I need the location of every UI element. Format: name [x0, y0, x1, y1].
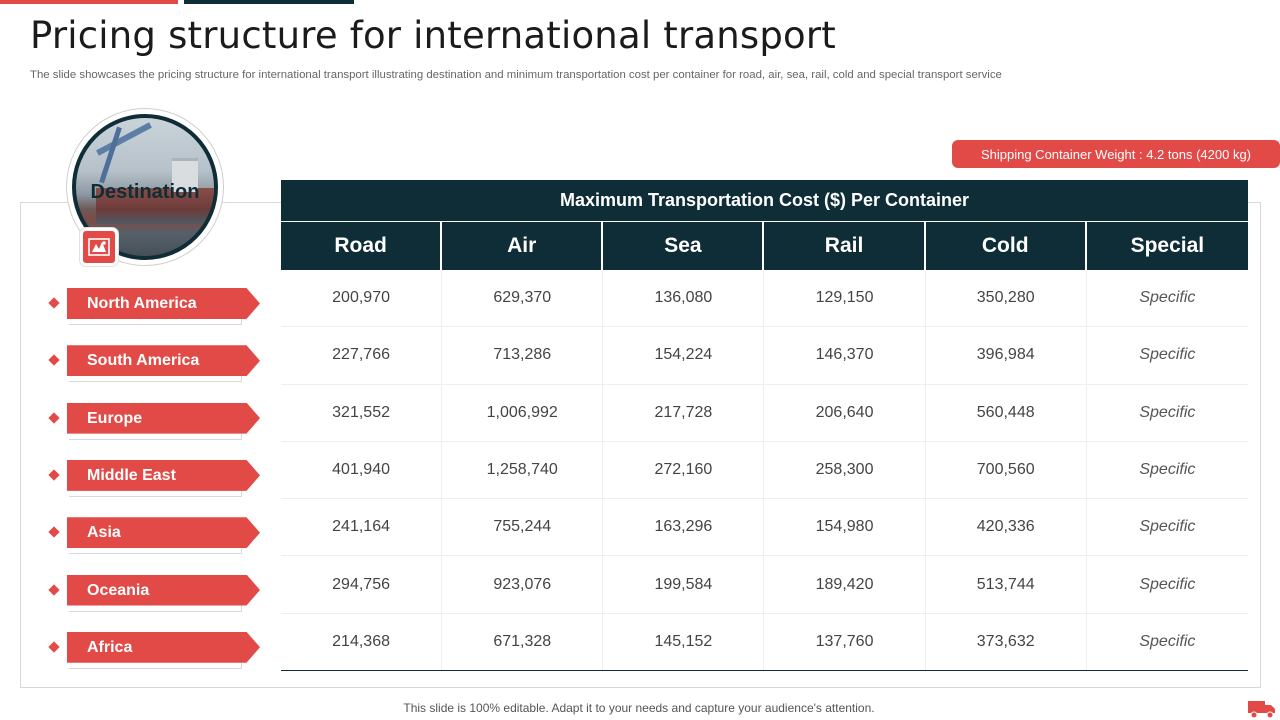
map-icon	[80, 228, 118, 266]
table-cell: 420,336	[926, 499, 1087, 555]
region-label: Oceania	[87, 581, 150, 599]
table-cell: 200,970	[281, 270, 442, 326]
table-cell: 1,258,740	[442, 442, 603, 498]
table-cell: 258,300	[764, 442, 925, 498]
table-cell: 321,552	[281, 385, 442, 441]
region-label: Africa	[87, 638, 133, 656]
table-cell: 163,296	[603, 499, 764, 555]
table-cell: Specific	[1139, 346, 1196, 364]
table-cell: 137,760	[764, 614, 925, 670]
table-cell: 671,328	[442, 614, 603, 670]
table-body	[281, 270, 1248, 671]
table-row	[281, 385, 1248, 442]
table-cell: 129,150	[764, 270, 925, 326]
region-label: North America	[87, 295, 197, 312]
table-row	[281, 499, 1248, 556]
table-cell: 401,940	[281, 442, 442, 498]
table-cell: 136,080	[603, 270, 764, 326]
table-header-row	[281, 222, 1248, 270]
column-header-road: Road	[281, 222, 442, 270]
table-cell: 241,164	[281, 499, 442, 555]
table-cell: 396,984	[926, 327, 1087, 383]
region-label: South America	[87, 352, 200, 370]
table-cell: Specific	[1139, 575, 1196, 593]
table-cell: 146,370	[764, 327, 925, 383]
table-title: Maximum Transportation Cost ($) Per Container	[281, 180, 1248, 221]
truck-icon	[1247, 698, 1277, 720]
accent-bar-dark	[184, 0, 354, 4]
table-cell: 206,640	[764, 385, 925, 441]
table-cell: 189,420	[764, 556, 925, 612]
column-header-sea: Sea	[603, 222, 764, 270]
accent-bar-red	[0, 0, 178, 4]
footer-note: This slide is 100% editable. Adapt it to your needs and capture your audience's attention.	[403, 701, 875, 715]
table-cell: 227,766	[281, 327, 442, 383]
table-cell: 560,448	[926, 385, 1087, 441]
table-cell: Specific	[1139, 632, 1196, 650]
column-header-air: Air	[442, 222, 603, 270]
column-header-rail: Rail	[764, 222, 925, 270]
table-cell: 272,160	[603, 442, 764, 498]
destination-label: Destination	[90, 181, 200, 203]
table-cell: 713,286	[442, 327, 603, 383]
table-cell: 755,244	[442, 499, 603, 555]
table-cell: 1,006,992	[442, 385, 603, 441]
region-label: Asia	[87, 524, 121, 542]
table-cell: 350,280	[926, 270, 1087, 326]
table-cell: Specific	[1139, 461, 1196, 479]
page-title: Pricing structure for international transport	[30, 14, 837, 57]
region-label: Middle East	[87, 466, 176, 484]
table-row	[281, 614, 1248, 671]
container-weight-badge: Shipping Container Weight : 4.2 tons (4200 kg)	[952, 140, 1280, 168]
table-row	[281, 556, 1248, 613]
table-cell: 217,728	[603, 385, 764, 441]
table-row	[281, 442, 1248, 499]
table-cell: 923,076	[442, 556, 603, 612]
table-cell: 373,632	[926, 614, 1087, 670]
region-label: Europe	[87, 409, 143, 427]
table-cell: Specific	[1139, 289, 1196, 307]
table-cell: 629,370	[442, 270, 603, 326]
table-cell: Specific	[1139, 403, 1196, 421]
table-cell: 214,368	[281, 614, 442, 670]
table-cell: 700,560	[926, 442, 1087, 498]
table-row	[281, 270, 1248, 327]
page-subtitle: The slide showcases the pricing structure for international transport illustrating destination and minimum transportation cost per container for road, air, sea, rail, cold and special transport service	[30, 69, 1002, 81]
column-header-cold: Cold	[926, 222, 1087, 270]
table-cell: 145,152	[603, 614, 764, 670]
table-cell: 154,224	[603, 327, 764, 383]
table-row	[281, 327, 1248, 384]
table-cell: Specific	[1139, 518, 1196, 536]
table-cell: 154,980	[764, 499, 925, 555]
column-header-special: Special	[1087, 222, 1248, 270]
table-cell: 513,744	[926, 556, 1087, 612]
table-cell: 199,584	[603, 556, 764, 612]
table-cell: 294,756	[281, 556, 442, 612]
